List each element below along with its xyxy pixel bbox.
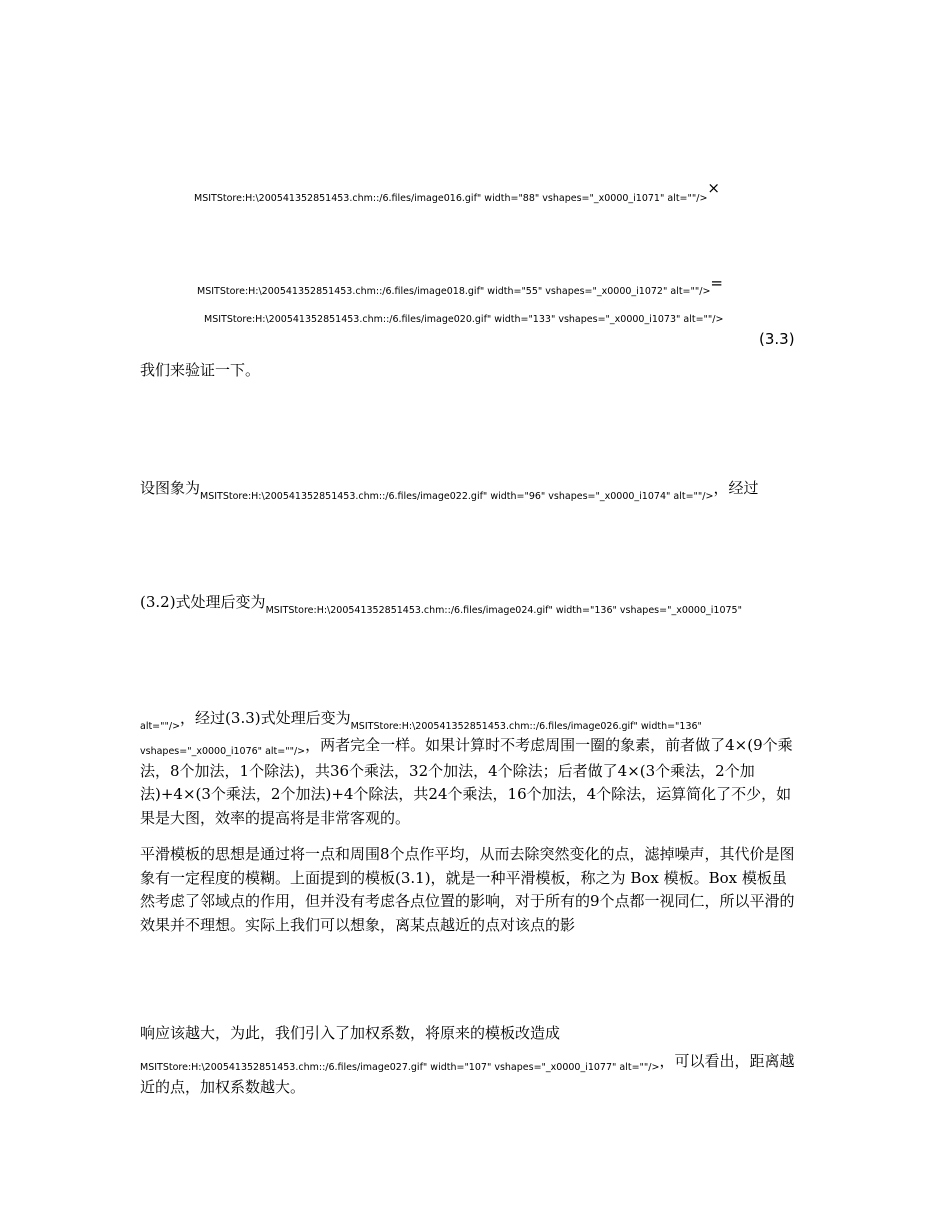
- image026-source-a: MSITStore:H:\200541352851453.chm::/6.files/image026.gif" width="136": [350, 721, 702, 732]
- proc32-prefix: (3.2)式处理后变为: [140, 593, 266, 611]
- weighting-suffix: ，可以看出，距离越近的点，加权系数越大。: [140, 1052, 795, 1096]
- image022-source: MSITStore:H:\200541352851453.chm::/6.files/image022.gif" width="96" vshapes="_x0000_i1074" alt=""/>: [200, 491, 714, 502]
- equation-line-2: [197, 274, 723, 298]
- image024-source: MSITStore:H:\200541352851453.chm::/6.files/image024.gif" width="136" vshapes="_x0000_i1075": [265, 605, 742, 616]
- smoothing-paragraph: 平滑模板的思想是通过将一点和周围8个点作平均，从而去除突然变化的点，滤掉噪声，其代价是图象有一定程度的模糊。上面提到的模板(3.1)，就是一种平滑模板，称之为 Box 模板。Box 模板虽然考虑了邻域点的作用，但并没有考虑各点位置的影响，对于所有的9个点都一视同仁，所以平滑的效果并不理想。实际上我们可以想象，离某点越近的点对该点的影: [140, 845, 795, 934]
- image-set-suffix: ，经过: [713, 479, 759, 497]
- proc33-text: ，经过(3.3)式处理后变为: [180, 709, 351, 727]
- equals-symbol: =: [710, 274, 723, 292]
- comparison-paragraph: [140, 734, 800, 830]
- image018-source: MSITStore:H:\200541352851453.chm::/6.files/image018.gif" width="55" vshapes="_x0000_i1072" alt=""/>: [197, 286, 711, 297]
- image016-source: MSITStore:H:\200541352851453.chm::/6.files/image016.gif" width="88" vshapes="_x0000_i1071" alt=""/>: [194, 193, 708, 204]
- proc32-line: [140, 591, 742, 616]
- image026-source-b: vshapes="_x0000_i1076" alt=""/>: [140, 746, 306, 757]
- equation-number: (3.3): [759, 330, 795, 348]
- alt-tail: alt=""/>: [140, 721, 181, 732]
- weighting-line: 响应该越大，为此，我们引入了加权系数，将原来的模板改造成: [140, 1024, 561, 1042]
- image020-source: MSITStore:H:\200541352851453.chm::/6.files/image020.gif" width="133" vshapes="_x0000_i1073" alt=""/>: [204, 314, 724, 325]
- equation-line-1: [194, 179, 720, 205]
- times-symbol: ×: [707, 179, 720, 197]
- equation-line-3: [204, 307, 723, 326]
- proc33-line: [140, 707, 702, 732]
- image027-source: MSITStore:H:\200541352851453.chm::/6.files/image027.gif" width="107" vshapes="_x0000_i1077" alt=""/>: [140, 1062, 660, 1073]
- image-set-prefix: 设图象为: [140, 479, 201, 497]
- weighting-paragraph: [140, 1050, 800, 1099]
- image-set-line: [140, 477, 759, 502]
- verify-sentence: 我们来验证一下。: [140, 361, 261, 379]
- comparison-text: ，两者完全一样。如果计算时不考虑周围一圈的象素，前者做了4×(9个乘法，8个加法，1个除法)，共36个乘法，32个加法，4个除法；后者做了4×(3个乘法，2个加法)+4×(3个乘法，2个加法)+4个除法，共24个乘法，16个加法，4个除法，运算简化了不少，如果是大图，效率的提高将是非常客观的。: [140, 736, 793, 827]
